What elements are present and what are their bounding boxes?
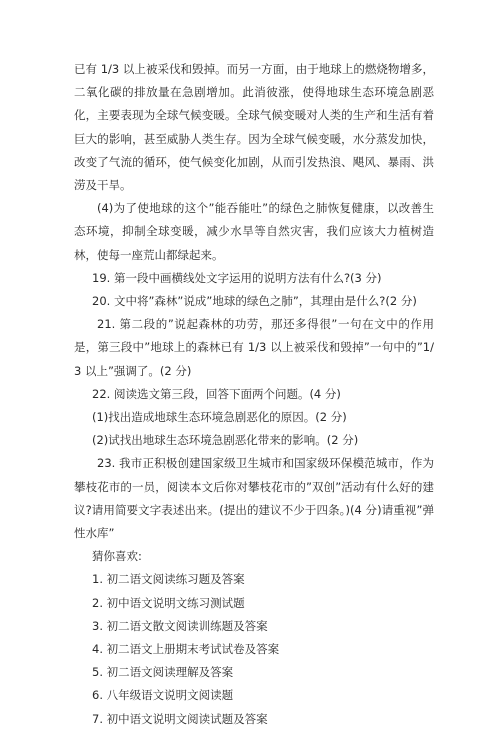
passage-paragraph-4: (4)为了使地球的这个”能吞能吐”的绿色之肺恢复健康，以改善生态环境，抑制全球变暖，减少水旱等自然灾害，我们应该大力植树造林，使每一座荒山都绿起来。 xyxy=(74,201,434,262)
question-22-part-2: (2)试找出地球生态环境急剧恶化带来的影响。(2 分) xyxy=(92,433,359,448)
question-22: 22. 阅读选文第三段，回答下面两个问题。(4 分) xyxy=(92,386,341,401)
question-22-part-1: (1)找出造成地球生态环境急剧恶化的原因。(2 分) xyxy=(92,410,347,425)
related-link-7[interactable]: 7. 初中语文说明文阅读试题及答案 xyxy=(92,711,268,726)
related-heading: 猜你喜欢: xyxy=(92,549,142,564)
question-23: 23. 我市正积极创建国家级卫生城市和国家级环保模范城市，作为攀枝花市的一员，阅读本文后你对攀枝花市的”双创”活动有什么好的建议?请用简要文字表述出来。(提出的建议不少于四条。)(4 分)请重视”弹性水库” xyxy=(74,456,434,541)
question-19: 19. 第一段中画横线处文字运用的说明方法有什么?(3 分) xyxy=(92,270,382,285)
question-20: 20. 文中将”森林”说成”地球的绿色之肺”，其理由是什么?(2 分) xyxy=(92,294,417,309)
document-page xyxy=(74,58,434,731)
passage-paragraph-3: 已有 1/3 以上被采伐和毁掉。而另一方面，由于地球上的燃烧物增多，二氧化碳的排放量在急剧增加。此消彼涨，使得地球生态环境急剧恶化，主要表现为全球气候变暖。全球气候变暖对人类的生产和生活有着巨大的影响，甚至威胁人类生存。因为全球气候变暖，水分蒸发加快，改变了气流的循环，使气候变化加剧，从而引发热浪、飓风、暴雨、洪涝及干旱。 xyxy=(74,62,434,193)
related-link-5[interactable]: 5. 初二语文阅读理解及答案 xyxy=(92,665,234,680)
related-link-6[interactable]: 6. 八年级语文说明文阅读题 xyxy=(92,688,234,703)
related-link-2[interactable]: 2. 初中语文说明文练习测试题 xyxy=(92,595,245,610)
related-link-4[interactable]: 4. 初二语文上册期末考试试卷及答案 xyxy=(92,642,280,657)
related-link-1[interactable]: 1. 初二语文阅读练习题及答案 xyxy=(92,572,245,587)
question-21: 21. 第二段的”说起森林的功劳，那还多得很”一句在文中的作用是，第三段中”地球上的森林已有 1/3 以上被采伐和毁掉”一句中的”1/3 以上”强调了。(2 分) xyxy=(74,317,434,378)
related-link-3[interactable]: 3. 初二语文散文阅读训练题及答案 xyxy=(92,618,268,633)
